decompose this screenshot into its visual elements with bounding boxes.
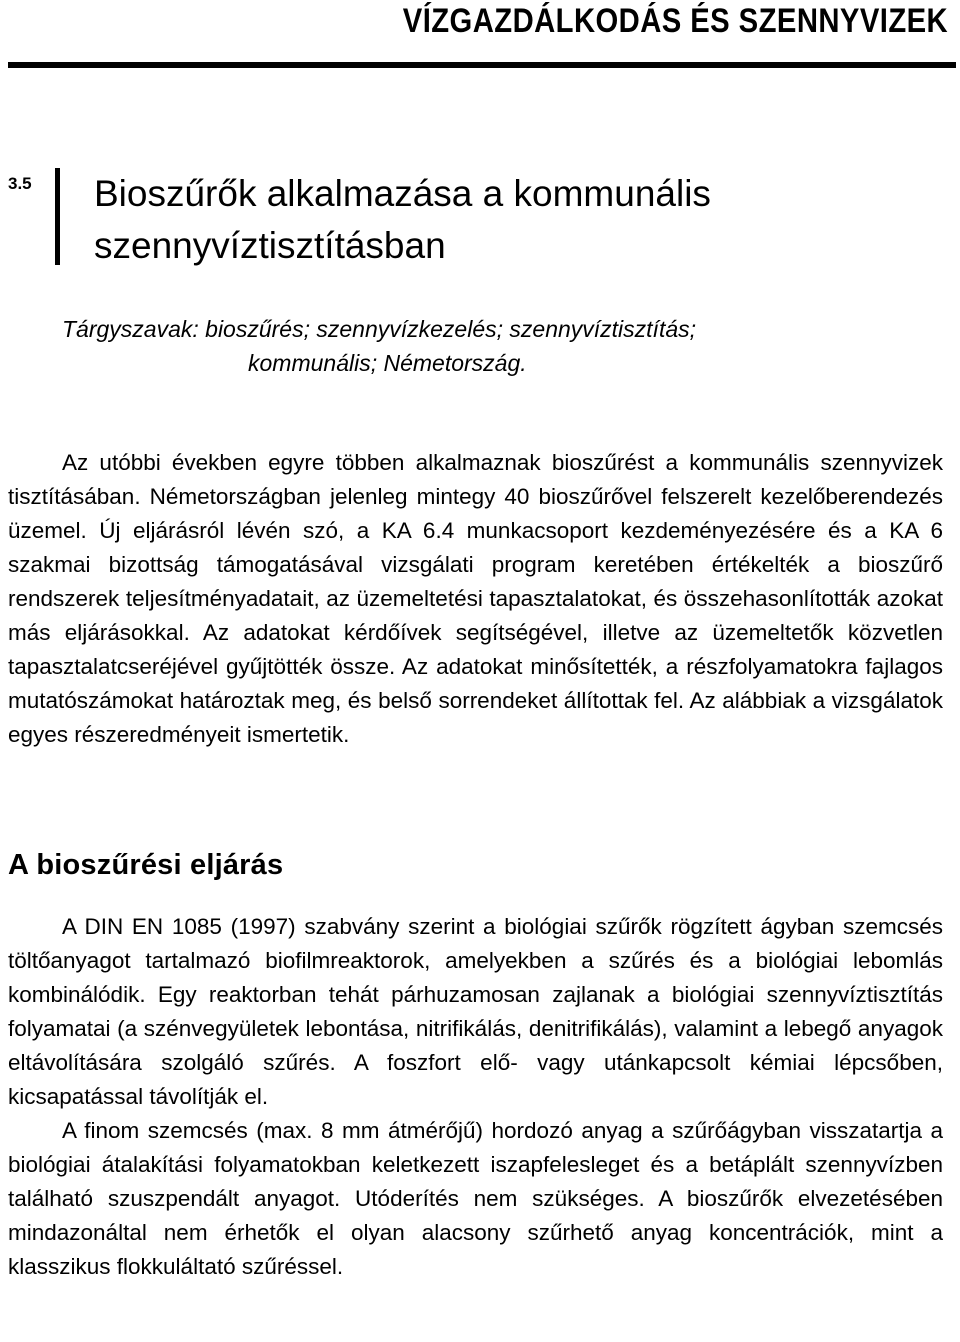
section-title-bar — [55, 168, 60, 265]
section-number: 3.5 — [8, 174, 32, 193]
section-title: Bioszűrők alkalmazása a kommunális szennyvíztisztításban — [94, 173, 711, 266]
subsection-paragraph-2: A finom szemcsés (max. 8 mm átmérőjű) hordozó anyag a szűrőágyban visszatartja a biológiai átalakítási folyamatokban keletkezett iszapfelesleget és a betáplált szennyvízben található szuszpendált anyagot. Utóderítés nem szükséges. A bioszűrők elvezetésében mindazonáltal nem érhetők el olyan alacsony szűrhető anyag koncentrációk, mint a klasszikus flokkuláltató szűréssel. — [8, 1118, 943, 1279]
header-divider — [8, 62, 956, 68]
keywords-line-1: Tárgyszavak: bioszűrés; szennyvízkezelés; szennyvíztisztítás; — [62, 316, 697, 342]
subsection-body — [8, 910, 943, 1284]
keywords — [62, 312, 942, 380]
running-header-title: VÍZGAZDÁLKODÁS ÉS SZENNYVIZEK — [402, 2, 948, 40]
subsection-paragraph-1: A DIN EN 1085 (1997) szabvány szerint a biológiai szűrők rögzített ágyban szemcsés töltőanyagot tartalmazó biofilmreaktorok, amelyekben a szűrés és a biológiai lebomlás kombinálódik. Egy reaktorban tehát párhuzamosan zajlanak a biológiai szennyvíztisztítás folyamatai (a szénvegyületek lebontása, nitrifikálás, denitrifikálás), valamint a lebegő anyagok eltávolítására szolgáló szűrés. A foszfort elő- vagy utánkapcsolt kémiai lépcsőben, kicsapatással távolítják el. — [8, 914, 943, 1109]
keywords-line-2: kommunális; Németország. — [248, 350, 527, 376]
subsection-heading: A bioszűrési eljárás — [8, 849, 284, 881]
intro-section — [8, 446, 943, 752]
intro-paragraph: Az utóbbi években egyre többen alkalmaznak bioszűrést a kommunális szennyvizek tisztításában. Németországban jelenleg mintegy 40 bioszűrővel felszerelt kezelőberendezés üzemel. Új eljárásról lévén szó, a KA 6.4 munkacsoport kezdeményezésére és a KA 6 szakmai bizottság támogatásával vizsgálati program keretében értékelték a bioszűrő rendszerek teljesítményadatait, az üzemeltetési tapasztalatokat, és összehasonlították azokat más eljárásokkal. Az adatokat kérdőívek segítségével, illetve az üzemeltetők közvetlen tapasztalatcseréjével gyűjtötték össze. Az adatokat minősítették, a részfolyamatokra fajlagos mutatószámokat határoztak meg, és belső sorrendeket állítottak fel. Az alábbiak a vizsgálatok egyes részeredményeit ismertetik. — [8, 450, 943, 747]
